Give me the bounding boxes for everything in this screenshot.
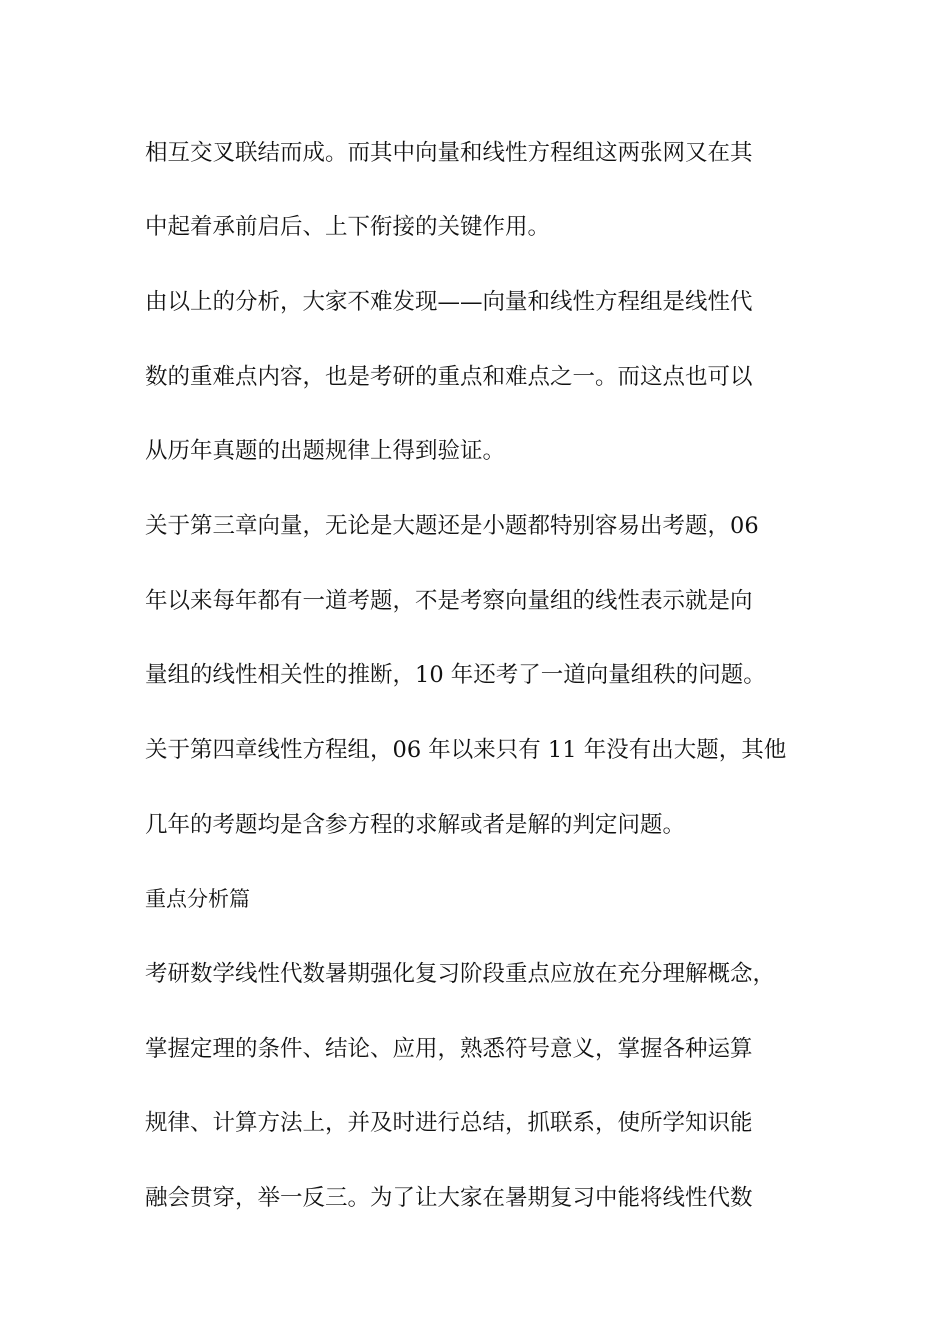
paragraph-line: 从历年真题的出题规律上得到验证。 — [145, 438, 506, 464]
paragraph-line: 相互交叉联结而成。而其中向量和线性方程组这两张网又在其 — [145, 140, 753, 166]
paragraph-line: 掌握定理的条件、结论、应用，熟悉符号意义，掌握各种运算 — [145, 1036, 753, 1062]
paragraph-line: 关于第三章向量，无论是大题还是小题都特别容易出考题，06 — [145, 513, 759, 539]
paragraph-line: 量组的线性相关性的推断，10 年还考了一道向量组秩的问题。 — [145, 662, 766, 688]
paragraph-line: 由以上的分析，大家不难发现——向量和线性方程组是线性代 — [145, 289, 753, 315]
section-heading: 重点分析篇 — [145, 887, 250, 911]
paragraph-line: 几年的考题均是含参方程的求解或者是解的判定问题。 — [145, 812, 686, 838]
paragraph-line: 关于第四章线性方程组，06 年以来只有 11 年没有出大题，其他 — [145, 737, 787, 763]
paragraph-line: 融会贯穿，举一反三。为了让大家在暑期复习中能将线性代数 — [145, 1185, 753, 1211]
paragraph-line: 年以来每年都有一道考题，不是考察向量组的线性表示就是向 — [145, 588, 753, 614]
paragraph-line: 考研数学线性代数暑期强化复习阶段重点应放在充分理解概念， — [145, 961, 776, 987]
paragraph-line: 中起着承前启后、上下衔接的关键作用。 — [145, 214, 551, 240]
paragraph-line: 规律、计算方法上，并及时进行总结，抓联系，使所学知识能 — [145, 1110, 753, 1136]
paragraph-line: 数的重难点内容，也是考研的重点和难点之一。而这点也可以 — [145, 364, 753, 390]
